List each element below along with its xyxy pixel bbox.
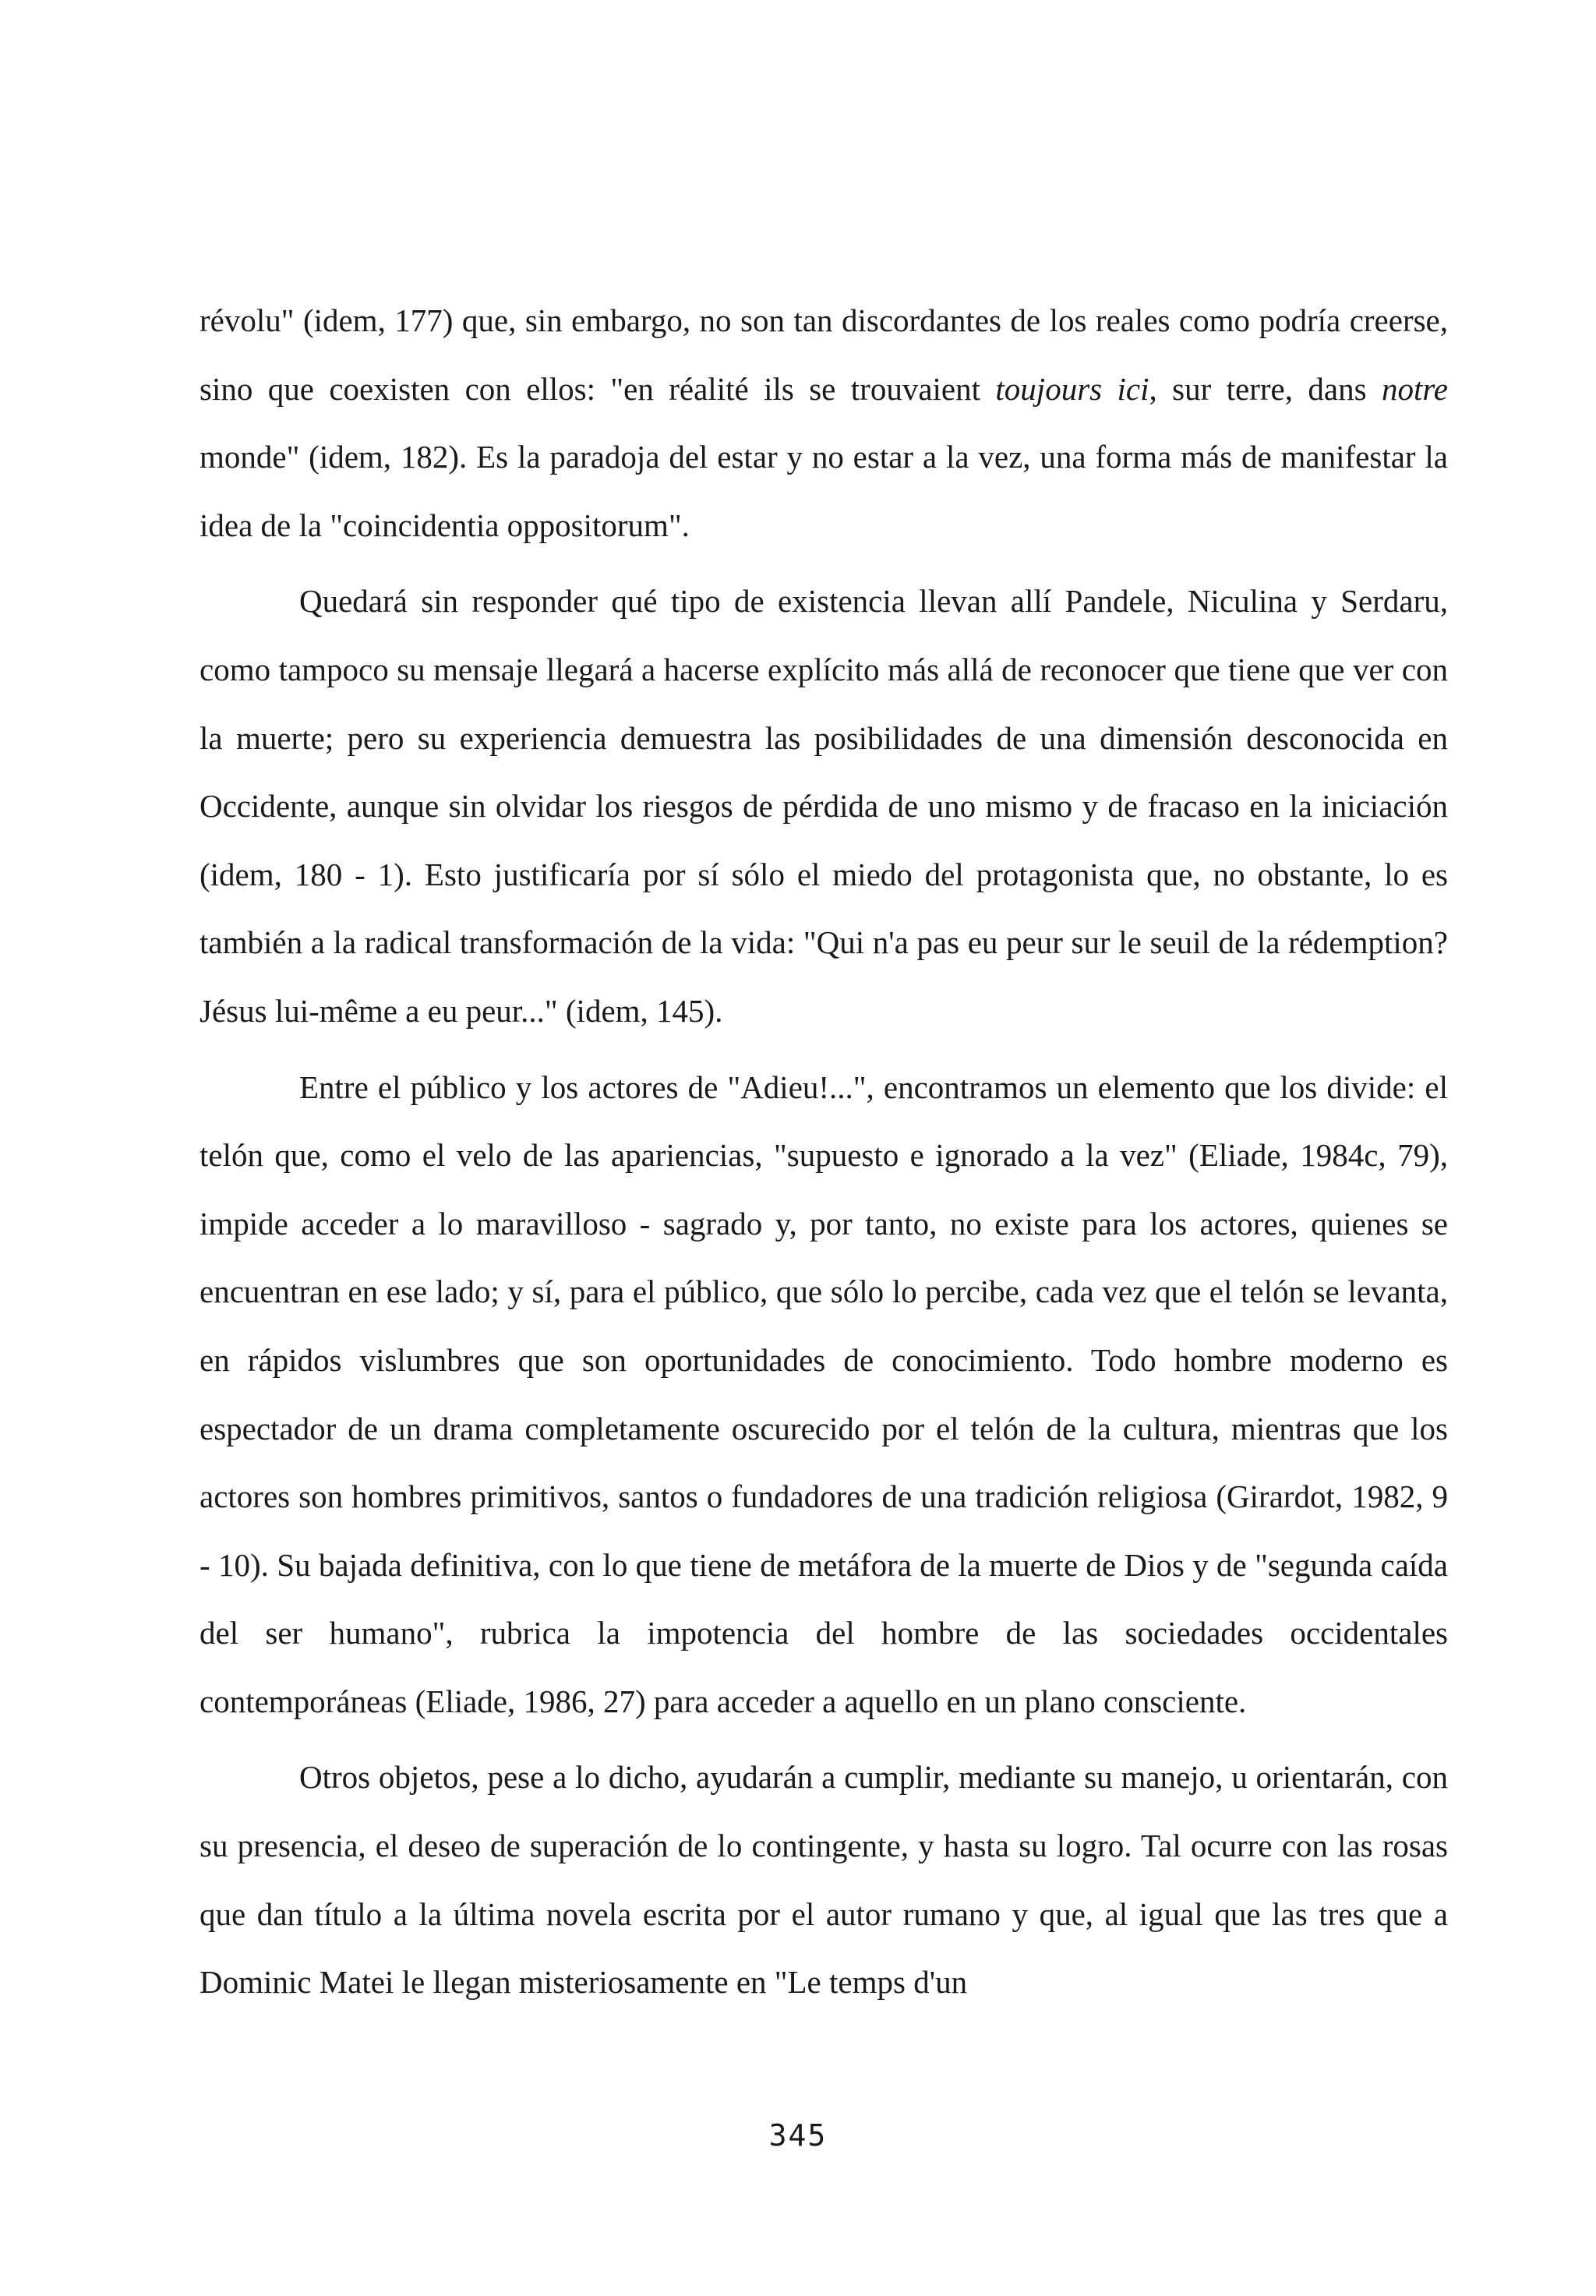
paragraph-2	[200, 567, 1448, 1045]
text-run: révolu" (idem, 177) que, sin embargo, no son tan discordantes de los reales como podría creerse, sino que coexisten con ellos: "en réalité ils se trouvaient	[200, 302, 1448, 407]
page-number: 345	[768, 2118, 828, 2153]
italic-text: toujours ici	[995, 370, 1149, 407]
text-run: Otros objetos, pese a lo dicho, ayudarán a cumplir, mediante su manejo, u orientarán, con su presencia, el deseo de superación de lo contingente, y hasta su logro. Tal ocurre con las rosas que dan título a la última novela escrita por el autor rumano y que, al igual que las tres que a Dominic Matei le llegan misteriosamente en "Le temps d'un	[200, 1759, 1448, 2001]
paragraph-4	[200, 1743, 1448, 2016]
text-run: Entre el público y los actores de "Adieu!...", encontramos un elemento que los divide: el telón que, como el velo de las apariencias, "supuesto e ignorado a la vez" (Eliade, 1984c, 79), impide acceder a lo maravilloso - sagrado y, por tanto, no existe para los actores, quienes se encuentran en ese lado; y sí, para el público, que sólo lo percibe, cada vez que el telón se levanta, en rápidos vislumbres que son oportunidades de conocimiento. Todo hombre moderno es espectador de un drama completamente oscurecido por el telón de la cultura, mientras que los actores son hombres primitivos, santos o fundadores de una tradición religiosa (Girardot, 1982, 9 - 10). Su bajada definitiva, con lo que tiene de metáfora de la muerte de Dios y de "segunda caída del ser humano", rubrica la impotencia del hombre de las sociedades occidentales contemporáneas (Eliade, 1986, 27) para acceder a aquello en un plano consciente.	[200, 1069, 1448, 1719]
paragraph-1	[200, 287, 1448, 560]
text-run: , sur terre, dans	[1149, 370, 1382, 407]
body-text	[200, 287, 1448, 2017]
paragraph-3	[200, 1054, 1448, 1736]
text-run: Quedará sin responder qué tipo de existencia llevan allí Pandele, Niculina y Serdaru, como tampoco su mensaje llegará a hacerse explícito más allá de reconocer que tiene que ver con la muerte; pero su experiencia demuestra las posibilidades de una dimensión desconocida en Occidente, aunque sin olvidar los riesgos de pérdida de uno mismo y de fracaso en la iniciación (idem, 180 - 1). Esto justificaría por sí sólo el miedo del protagonista que, no obstante, lo es también a la radical transformación de la vida: "Qui n'a pas eu peur sur le seuil de la rédemption? Jésus lui-même a eu peur..." (idem, 145).	[200, 583, 1448, 1029]
text-run: monde" (idem, 182). Es la paradoja del estar y no estar a la vez, una forma más de manifestar la idea de la "coincidentia oppositorum".	[200, 439, 1448, 543]
italic-text: notre	[1381, 370, 1448, 407]
